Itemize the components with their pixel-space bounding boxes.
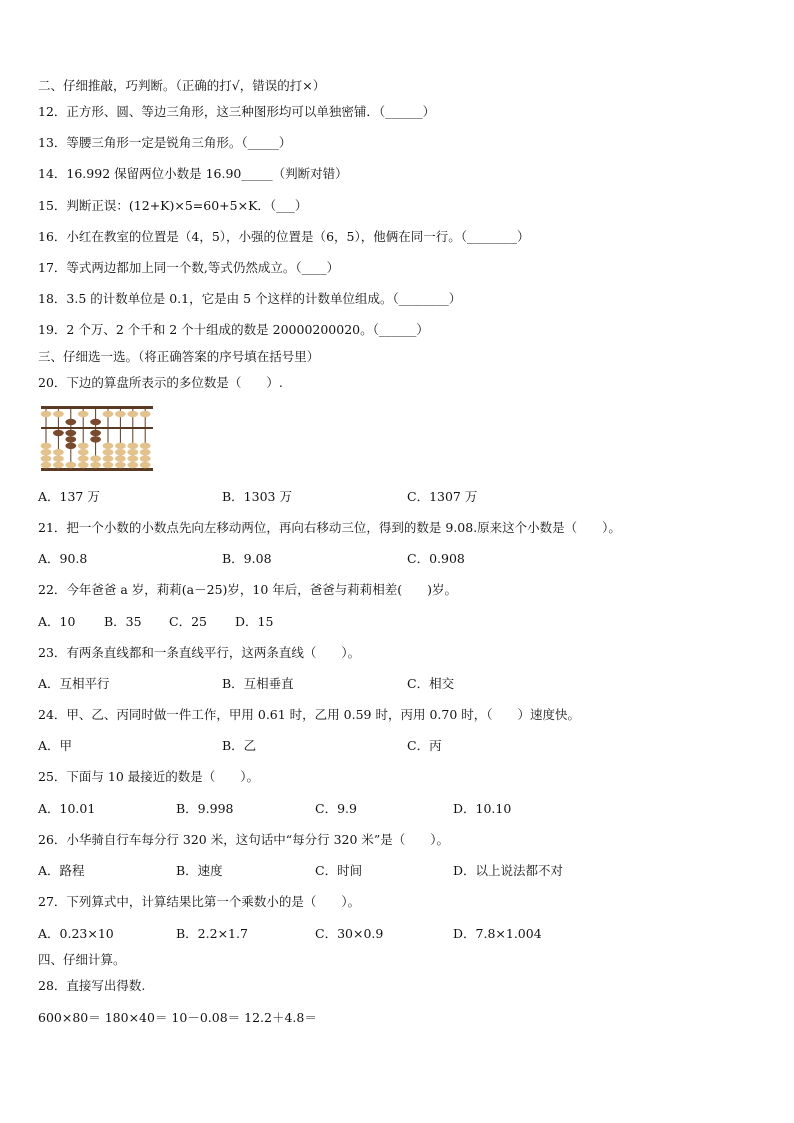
abacus-lower-bead xyxy=(103,449,114,455)
abacus-lower-bead xyxy=(65,462,76,468)
abacus-lower-bead xyxy=(65,436,76,442)
abacus-upper-bead xyxy=(78,411,89,417)
q20-option-b: B．1303 万 xyxy=(222,489,292,504)
q25-option-b: B．9.998 xyxy=(176,801,234,816)
question-19: 19．2 个万、2 个千和 2 个十组成的数是 20000200020。（______） xyxy=(38,322,429,337)
q24-option-c: C．丙 xyxy=(407,738,442,753)
abacus-lower-bead xyxy=(90,455,101,461)
q23-option-a: A．互相平行 xyxy=(38,676,110,691)
abacus-lower-bead xyxy=(90,430,101,436)
question-18: 18．3.5 的计数单位是 0.1，它是由 5 个这样的计数单位组成。（________） xyxy=(38,291,462,306)
q23-option-c: C．相交 xyxy=(407,676,455,691)
question-23: 23．有两条直线都和一条直线平行，这两条直线（ ）。 xyxy=(38,645,361,660)
abacus-upper-bead xyxy=(115,411,126,417)
q21-option-c: C．0.908 xyxy=(407,551,465,566)
q22-option-b: B．35 xyxy=(104,614,142,629)
question-16: 16．小红在教室的位置是（4，5），小强的位置是（6，5），他俩在同一行。（________） xyxy=(38,229,530,244)
q21-option-a: A．90.8 xyxy=(38,551,88,566)
q26-option-a: A．路程 xyxy=(38,863,85,878)
abacus-lower-bead xyxy=(127,449,138,455)
question-14: 14．16.992 保留两位小数是 16.90_____（判断对错） xyxy=(38,166,348,181)
abacus-lower-bead xyxy=(115,462,126,468)
abacus-lower-bead xyxy=(103,455,114,461)
abacus-lower-bead xyxy=(41,443,52,449)
abacus-lower-bead xyxy=(53,455,64,461)
abacus-lower-bead xyxy=(78,455,89,461)
question-15: 15．判断正误：(12+K)×5=60+5×K．（___） xyxy=(38,198,308,213)
abacus-lower-bead xyxy=(65,430,76,436)
section-2-heading: 二、仔细推敲，巧判断。（正确的打√，错误的打×） xyxy=(38,78,326,93)
abacus-lower-bead xyxy=(115,449,126,455)
abacus-lower-bead xyxy=(115,455,126,461)
q23-option-b: B．互相垂直 xyxy=(222,676,294,691)
abacus-upper-bead xyxy=(90,419,101,425)
abacus-upper-bead xyxy=(140,411,151,417)
q27-option-a: A．0.23×10 xyxy=(38,926,114,941)
abacus-lower-bead xyxy=(115,443,126,449)
q20-option-a: A．137 万 xyxy=(38,489,100,504)
question-20: 20．下边的算盘所表示的多位数是（ ）. xyxy=(38,375,283,390)
q20-option-c: C．1307 万 xyxy=(407,489,478,504)
abacus-upper-bead xyxy=(65,419,76,425)
question-12: 12．正方形、圆、等边三角形，这三种图形均可以单独密铺．（______） xyxy=(38,104,436,119)
q25-option-a: A．10.01 xyxy=(38,801,96,816)
q22-option-a: A．10 xyxy=(38,614,76,629)
abacus-upper-bead xyxy=(127,411,138,417)
abacus-beam xyxy=(41,427,153,429)
q26-option-b: B．速度 xyxy=(176,863,223,878)
abacus-lower-bead xyxy=(65,443,76,449)
question-22: 22．今年爸爸 a 岁，莉莉(a－25)岁，10 年后，爸爸与莉莉相差( )岁。 xyxy=(38,582,458,597)
abacus-image xyxy=(40,404,154,474)
abacus-lower-bead xyxy=(103,443,114,449)
q22-option-d: D．15 xyxy=(235,614,274,629)
abacus-top-frame xyxy=(41,406,153,409)
question-27: 27．下列算式中，计算结果比第一个乘数小的是（ ）。 xyxy=(38,894,361,909)
abacus-lower-bead xyxy=(90,462,101,468)
question-21: 21．把一个小数的小数点先向左移动两位，再向右移动三位，得到的数是 9.08.原来这个小数是（ ）。 xyxy=(38,520,621,535)
q24-option-a: A．甲 xyxy=(38,738,73,753)
question-28: 28．直接写出得数. xyxy=(38,978,146,993)
question-13: 13．等腰三角形一定是锐角三角形。（_____） xyxy=(38,135,292,150)
q22-option-c: C．25 xyxy=(169,614,207,629)
abacus-lower-bead xyxy=(103,462,114,468)
q25-option-c: C．9.9 xyxy=(315,801,357,816)
abacus-upper-bead xyxy=(53,411,64,417)
abacus-lower-bead xyxy=(140,455,151,461)
abacus-lower-bead xyxy=(78,462,89,468)
calc-expressions: 600×80＝ 180×40＝ 10－0.08＝ 12.2＋4.8＝ xyxy=(38,1010,317,1025)
abacus-lower-bead xyxy=(78,443,89,449)
q21-option-b: B．9.08 xyxy=(222,551,272,566)
question-24: 24．甲、乙、丙同时做一件工作，甲用 0.61 时，乙用 0.59 时，丙用 0.70 时，（ ）速度快。 xyxy=(38,707,580,722)
abacus-bottom-frame xyxy=(41,468,153,471)
abacus-lower-bead xyxy=(90,436,101,442)
abacus-lower-bead xyxy=(140,449,151,455)
q24-option-b: B．乙 xyxy=(222,738,257,753)
abacus-lower-bead xyxy=(140,443,151,449)
abacus-lower-bead xyxy=(127,462,138,468)
abacus-upper-bead xyxy=(103,411,114,417)
q27-option-d: D．7.8×1.004 xyxy=(453,926,542,941)
question-26: 26．小华骑自行车每分行 320 米，这句话中“每分行 320 米”是（ ）。 xyxy=(38,832,450,847)
section-3-heading: 三、仔细选一选。（将正确答案的序号填在括号里） xyxy=(38,349,320,364)
q25-option-d: D．10.10 xyxy=(453,801,512,816)
q27-option-c: C．30×0.9 xyxy=(315,926,384,941)
abacus-lower-bead xyxy=(53,449,64,455)
abacus-lower-bead xyxy=(53,430,64,436)
question-17: 17．等式两边都加上同一个数,等式仍然成立。（____） xyxy=(38,260,340,275)
q26-option-c: C．时间 xyxy=(315,863,363,878)
abacus-lower-bead xyxy=(78,449,89,455)
section-4-heading: 四、仔细计算。 xyxy=(38,952,126,967)
q26-option-d: D．以上说法都不对 xyxy=(453,863,564,878)
abacus-lower-bead xyxy=(41,449,52,455)
abacus-lower-bead xyxy=(53,462,64,468)
question-25: 25．下面与 10 最接近的数是（ ）。 xyxy=(38,769,260,784)
abacus-lower-bead xyxy=(41,455,52,461)
abacus-lower-bead xyxy=(41,462,52,468)
abacus-lower-bead xyxy=(127,455,138,461)
q27-option-b: B．2.2×1.7 xyxy=(176,926,248,941)
abacus-lower-bead xyxy=(127,443,138,449)
abacus-lower-bead xyxy=(140,462,151,468)
abacus-upper-bead xyxy=(41,411,52,417)
